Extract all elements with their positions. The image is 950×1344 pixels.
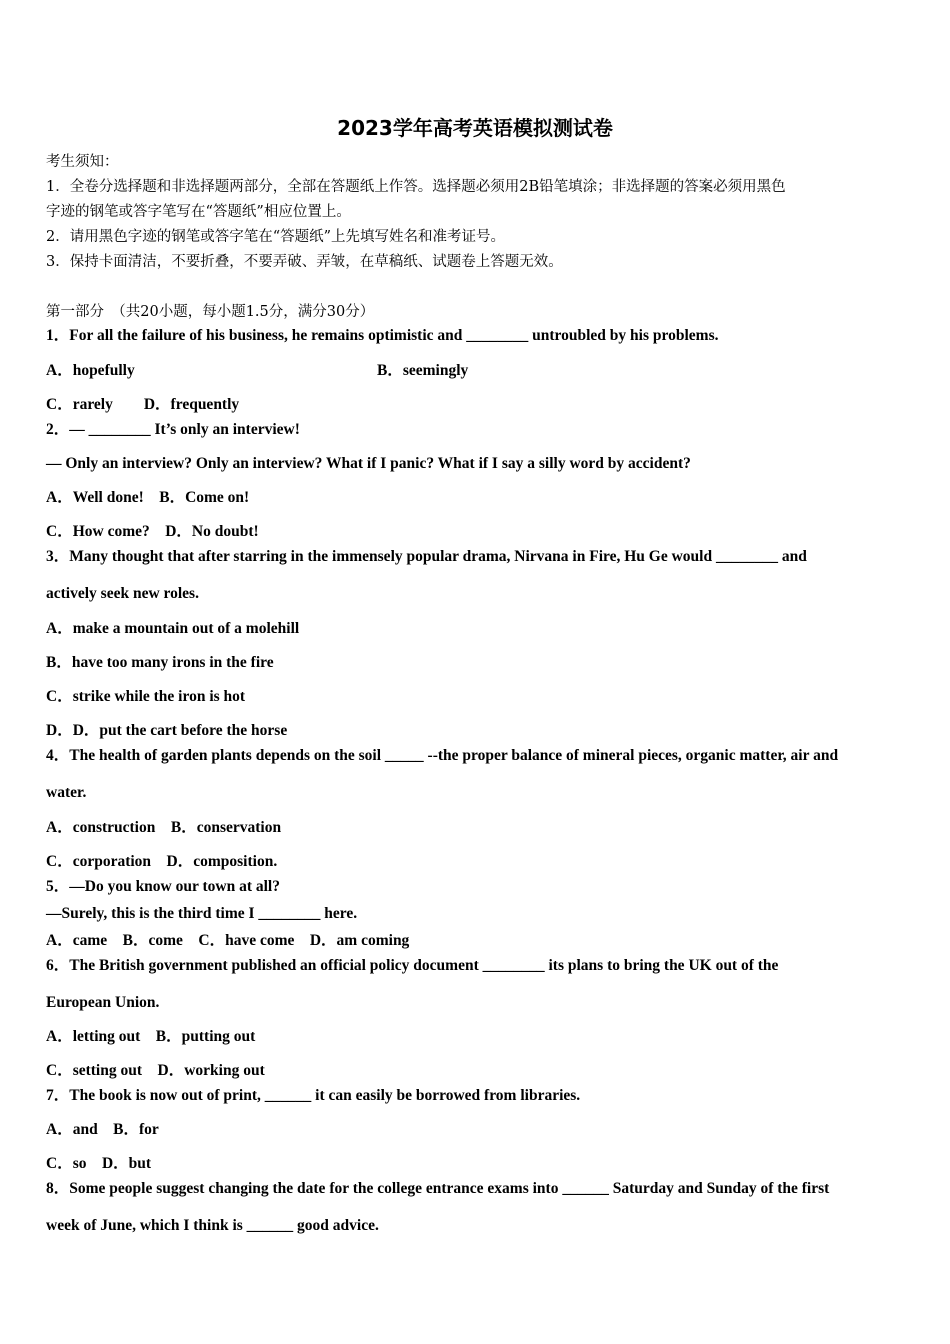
q2-options-cd: C．How come? D．No doubt!	[46, 523, 259, 540]
q1-option-b: B．seemingly	[377, 362, 469, 379]
q6-options-cd: C．setting out D．working out	[46, 1062, 265, 1079]
page-title: 2023学年高考英语模拟测试卷	[337, 116, 613, 140]
q6-stem: 6．The British government published an official policy document ________ its plans to bring the UK out of the	[46, 957, 779, 974]
q7-stem: 7．The book is now out of print, ______ it can easily be borrowed from libraries.	[46, 1087, 581, 1104]
q4-stem-cont: water.	[46, 784, 87, 801]
notice-line-1a: 1．全卷分选择题和非选择题两部分，全部在答题纸上作答。选择题必须用2B铅笔填涂；非选择题的答案必须用黑色	[46, 179, 786, 195]
q8-stem-cont: week of June, which I think is ______ good advice.	[46, 1217, 379, 1234]
q1-option-a: A．hopefully	[46, 362, 135, 379]
q3-stem-cont: actively seek new roles.	[46, 585, 199, 602]
q6-stem-cont: European Union.	[46, 994, 160, 1011]
q2-dialogue: — Only an interview? Only an interview? What if I panic? What if I say a silly word by accident?	[46, 455, 691, 472]
notice-heading: 考生须知：	[46, 154, 119, 170]
q1-stem: 1．For all the failure of his business, he remains optimistic and ________ untroubled by his problems.	[46, 327, 719, 344]
q3-option-b: B．have too many irons in the fire	[46, 654, 274, 671]
q4-stem: 4．The health of garden plants depends on the soil _____ --the proper balance of mineral pieces, organic matter, air and	[46, 747, 839, 764]
q3-stem: 3．Many thought that after starring in the immensely popular drama, Nirvana in Fire, Hu Ge would ________ and	[46, 548, 807, 565]
notice-line-2: 2．请用黑色字迹的钢笔或答字笔在“答题纸”上先填写姓名和准考证号。	[46, 229, 506, 245]
q2-stem: 2．— ________ It’s only an interview!	[46, 421, 300, 438]
q3-option-d: D．D．put the cart before the horse	[46, 722, 288, 739]
q6-options-ab: A．letting out B．putting out	[46, 1028, 256, 1045]
q5-options: A．came B．come C．have come D．am coming	[46, 932, 410, 949]
q3-option-a: A．make a mountain out of a molehill	[46, 620, 300, 637]
section-heading: 第一部分 （共20小题，每小题1.5分，满分30分）	[46, 304, 375, 320]
q2-options-ab: A．Well done! B．Come on!	[46, 489, 250, 506]
q4-options-cd: C．corporation D．composition.	[46, 853, 278, 870]
q3-option-c: C．strike while the iron is hot	[46, 688, 246, 705]
notice-line-1b: 字迹的钢笔或答字笔写在“答题纸”相应位置上。	[46, 204, 351, 220]
notice-line-3: 3．保持卡面清洁，不要折叠，不要弄破、弄皱，在草稿纸、试题卷上答题无效。	[46, 254, 563, 270]
q5-dialogue: —Surely, this is the third time I ________ here.	[46, 905, 358, 922]
q8-stem: 8．Some people suggest changing the date for the college entrance exams into ______ Saturday and Sunday of the first	[46, 1180, 830, 1197]
q7-options-ab: A．and B．for	[46, 1121, 159, 1138]
q5-stem: 5．—Do you know our town at all?	[46, 878, 280, 895]
q7-options-cd: C．so D．but	[46, 1155, 152, 1172]
q1-options-cd: C．rarely D．frequently	[46, 396, 240, 413]
q4-options-ab: A．construction B．conservation	[46, 819, 282, 836]
